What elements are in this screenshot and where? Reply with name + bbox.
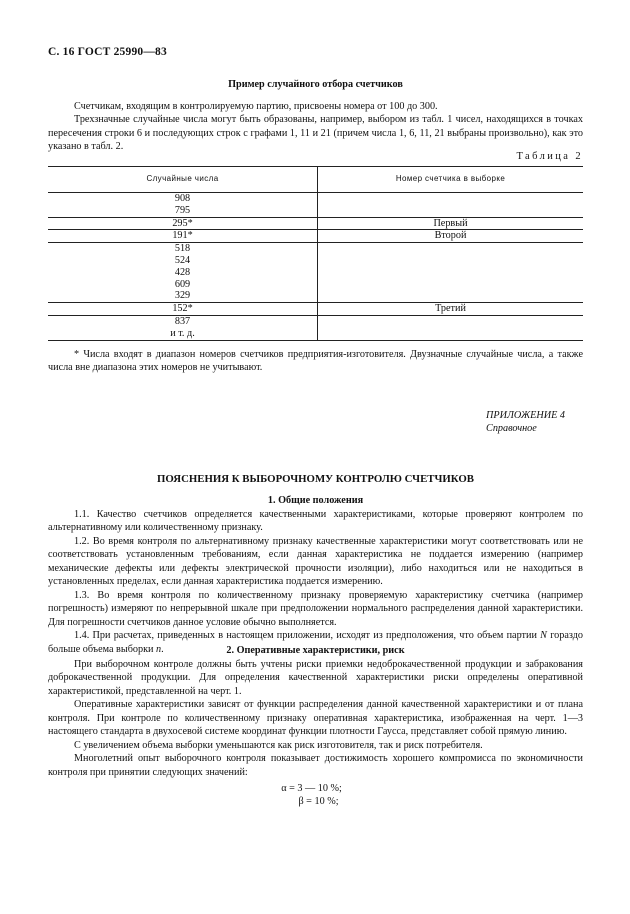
intro-block — [48, 100, 583, 154]
table-row — [48, 217, 583, 230]
meter-number-cell: Первый — [318, 217, 584, 230]
formula-block — [48, 782, 583, 809]
table-row — [48, 315, 583, 340]
random-number: 609 — [174, 278, 191, 290]
table-label: Таблица 2 — [516, 151, 583, 162]
meter-number-cell: Третий — [318, 303, 584, 316]
column-header-meter-number: Номер счетчика в выборке — [318, 167, 584, 193]
example-title: Пример случайного отбора счетчиков — [228, 79, 403, 90]
document-page — [48, 0, 583, 914]
section-2-title: 2. Оперативные характеристики, риск — [226, 645, 405, 656]
random-number-cell — [48, 230, 318, 243]
random-number-cell — [48, 217, 318, 230]
random-number: 837 — [174, 315, 191, 327]
random-number: 295* — [172, 217, 193, 229]
appendix-title: ПРИЛОЖЕНИЕ 4 — [486, 410, 565, 421]
random-number: 908 — [174, 193, 191, 204]
paragraph-2-4: Многолетний опыт выборочного контроля показывает достижимость хорошего компромисса по экономичности контроля при принятии следующих значений: — [48, 753, 583, 778]
paragraph-1-4: 1.4. При расчетах, приведенных в настоящем приложении, исходят из предположения, что объем партии N гораздо больше объема выборки n. — [48, 630, 583, 655]
paragraph-1-2: 1.2. Во время контроля по альтернативному признаку качественные характеристики могут соответствовать или не соответствовать установленным требованиям, если данная характеристика не поддается измерению (например механические дефекты или дефекты электрической прочности изоляции), либо находиться или не находиться в установленных пределах, если данная характеристика поддается измерению. — [48, 535, 583, 588]
paragraph-2-2: Оперативные характеристики зависят от функции распределения данной качественной характеристики и от плана контроля. При контроле по количественному признаку оперативная характеристика, изображенная на черт. 1—3 настоящего стандарта в двухосевой системе координат функции плотности Гаусса, представляет собой прямую линию. — [48, 699, 583, 738]
random-number: 329 — [174, 290, 191, 302]
section-1-body — [48, 508, 583, 656]
random-number: 428 — [174, 266, 191, 278]
formula-beta: β = 10 %; — [298, 796, 339, 808]
random-number: 152* — [172, 303, 193, 315]
random-number: 524 — [174, 254, 191, 266]
paragraph-2-3: С увеличением объема выборки уменьшаются как риск изготовителя, так и риск потребителя. — [74, 739, 483, 751]
meter-number-cell — [318, 243, 584, 303]
random-number-cell — [48, 315, 318, 340]
random-number: 191* — [172, 230, 193, 242]
paragraph-2-1: При выборочном контроле должны быть учтены риски приемки недоброкачественной продукции и забракования доброкачественной продукции. Для определения качественной характеристики риски определены оперативной характеристикой, представленной на черт. 1. — [48, 659, 583, 697]
random-number-cell — [48, 243, 318, 303]
intro-paragraph-1: Счетчикам, входящим в контролируемую партию, присвоены номера от 100 до 300. — [74, 101, 438, 112]
random-number: и т. д. — [170, 327, 195, 339]
meter-number-cell — [318, 193, 584, 218]
page-header: С. 16 ГОСТ 25990—83 — [48, 46, 167, 58]
random-number-cell — [48, 193, 318, 218]
meter-number-cell: Второй — [318, 230, 584, 243]
meter-number-cell — [318, 315, 584, 340]
random-number: 518 — [174, 243, 191, 255]
appendix-label — [486, 409, 565, 436]
random-number: 795 — [174, 204, 191, 216]
table-row — [48, 243, 583, 303]
appendix-subtitle: Справочное — [486, 423, 537, 435]
table-row — [48, 193, 583, 218]
table-footnote: * Числа входят в диапазон номеров счетчиков предприятия-изготовителя. Двузначные случайные числа, а также числа вне диапазона этих номеров не учитывают. — [48, 349, 583, 374]
random-numbers-table — [48, 166, 583, 341]
intro-paragraph-2: Трехзначные случайные числа могут быть образованы, например, выбором из табл. 1 чисел, находящихся в точках пересечения строки 6 и последующих строк с графами 1, 11 и 21 (причем числа 1, 6, 11, 21 выбраны произвольно), как это указано в табл. 2. — [48, 114, 583, 153]
random-number-cell — [48, 303, 318, 316]
main-title: ПОЯСНЕНИЯ К ВЫБОРОЧНОМУ КОНТРОЛЮ СЧЕТЧИКОВ — [157, 473, 474, 485]
formula-alpha: α = 3 — 10 %; — [281, 783, 342, 794]
table-row — [48, 303, 583, 316]
paragraph-1-3: 1.3. Во время контроля по количественному признаку проверяемую характеристику счетчика (например погрешность) измеряют по непрерывной шкале при предположении нормального распределения данной характеристики. Для погрешности счетчиков данное условие обычно выполняется. — [48, 589, 583, 628]
section-2-body — [48, 658, 583, 779]
table-row — [48, 230, 583, 243]
paragraph-1-1: 1.1. Качество счетчиков определяется качественными характеристиками, которые проверяют контролем по альтернативному или количественному признаку. — [48, 509, 583, 534]
section-1-title: 1. Общие положения — [267, 495, 364, 506]
column-header-random-numbers: Случайные числа — [48, 167, 318, 193]
